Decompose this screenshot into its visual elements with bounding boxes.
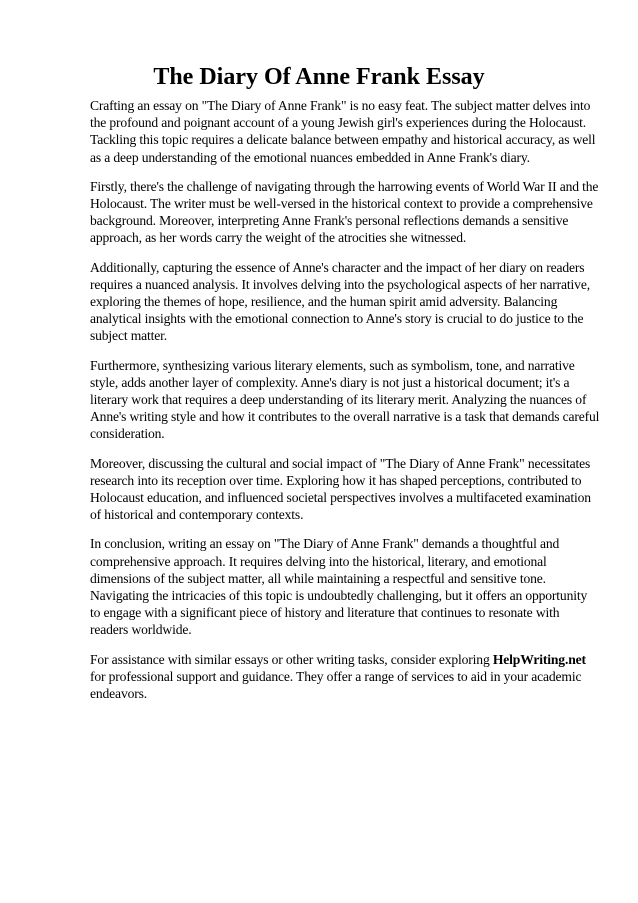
helpwriting-link[interactable]: HelpWriting.net xyxy=(492,651,586,667)
paragraph-7-tail: for professional support and guidance. They offer a range of services to aid in your academic endeavors. xyxy=(90,668,582,702)
paragraph-3: Additionally, capturing the essence of Anne's character and the impact of her diary on readers requires a nuanced analysis. It involves delving into the psychological aspects of her narrative, exploring the themes of hope, resilience, and the human spirit amid adversity. Balancing analytical insights with the emotional connection to Anne's story is crucial to do justice to the subject matter. xyxy=(90,259,590,344)
essay-body xyxy=(90,97,600,714)
paragraph-6: In conclusion, writing an essay on "The Diary of Anne Frank" demands a thoughtful and comprehensive approach. It requires delving into the historical, literary, and emotional dimensions of the subject matter, all while maintaining a respectful and sensitive tone. Navigating the intricacies of this topic is undoubtedly challenging, but it offers an opportunity to engage with a significant piece of history and literature that continues to resonate with readers worldwide. xyxy=(90,536,588,638)
paragraph-2: Firstly, there's the challenge of navigating through the harrowing events of World War II and the Holocaust. The writer must be well-versed in the historical context to provide a comprehensive background. Moreover, interpreting Anne Frank's personal reflections demands a sensitive approach, as her words carry the weight of the atrocities she witnessed. xyxy=(90,178,599,246)
paragraph-7-lead: For assistance with similar essays or other writing tasks, consider exploring xyxy=(90,651,493,667)
paragraph-4: Furthermore, synthesizing various literary elements, such as symbolism, tone, and narrative style, adds another layer of complexity. Anne's diary is not just a historical document; it's a literary work that requires a deep understanding of its literary merit. Analyzing the nuances of Anne's writing style and how it contributes to the overall narrative is a task that demands careful consideration. xyxy=(90,357,600,442)
paragraph-1: Crafting an essay on "The Diary of Anne Frank" is no easy feat. The subject matter delves into the profound and poignant account of a young Jewish girl's experiences during the Holocaust. Tackling this topic requires a delicate balance between empathy and historical accuracy, as well as a deep understanding of the emotional nuances embedded in Anne Frank's diary. xyxy=(90,98,596,165)
paragraph-5: Moreover, discussing the cultural and social impact of "The Diary of Anne Frank" necessitates research into its reception over time. Exploring how it has shaped perceptions, contributed to Holocaust education, and influenced societal perspectives involves a multifaceted examination of historical and contemporary contexts. xyxy=(90,455,591,523)
paragraph-7 xyxy=(90,651,600,703)
page-title: The Diary Of Anne Frank Essay xyxy=(153,64,485,90)
